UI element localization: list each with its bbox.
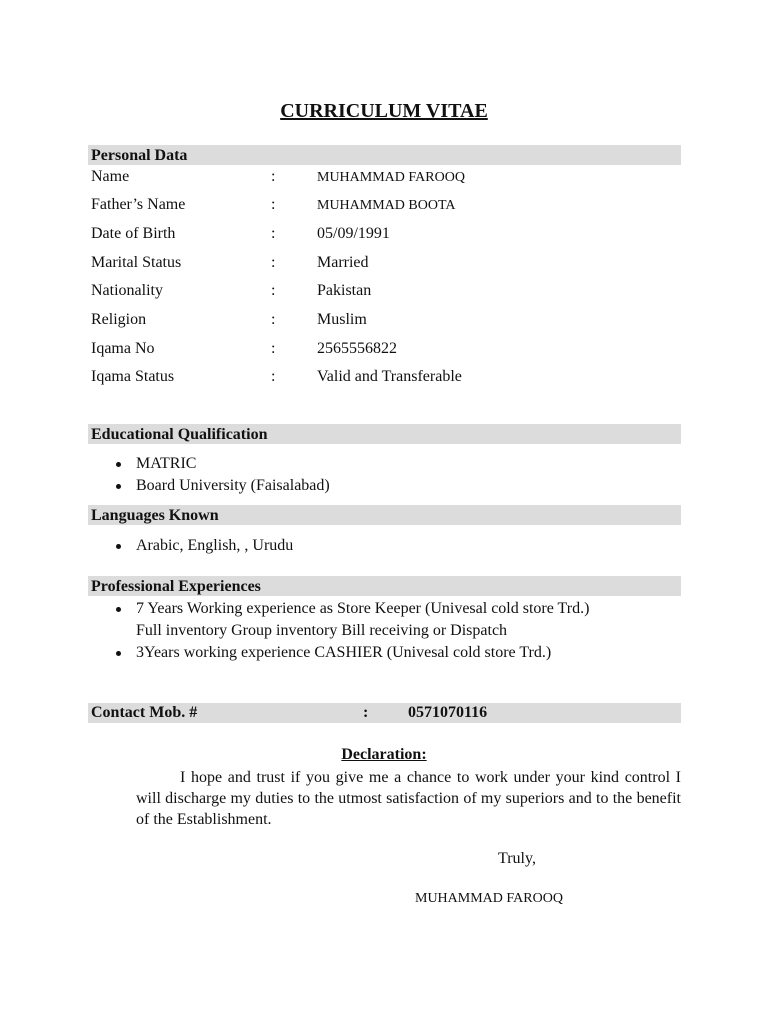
field-value: 2565556822 xyxy=(317,340,397,357)
contact-colon: : xyxy=(363,704,369,721)
contact-label: Contact Mob. # xyxy=(91,704,198,721)
list-item: Arabic, English, , Urudu xyxy=(113,535,293,557)
experience-line: 7 Years Working experience as Store Keeper (Univesal cold store Trd.) xyxy=(136,600,590,617)
field-value: Muslim xyxy=(317,311,367,328)
declaration-text: I hope and trust if you give me a chance to work under your kind control I will discharge my duties to the utmost satisfaction of my superiors and to the benefit of the Establishment. xyxy=(136,769,681,828)
closing-text: Truly, xyxy=(498,850,536,867)
signature-name: MUHAMMAD FAROOQ xyxy=(415,891,563,906)
field-label: Marital Status xyxy=(91,254,182,271)
experience-list xyxy=(113,598,589,664)
field-value: Valid and Transferable xyxy=(317,368,462,385)
section-header-education: Educational Qualification xyxy=(88,424,681,444)
list-item xyxy=(113,642,589,664)
field-colon: : xyxy=(271,311,276,328)
experience-line: 3Years working experience CASHIER (Univesal cold store Trd.) xyxy=(136,644,552,661)
field-value: MUHAMMAD BOOTA xyxy=(317,198,456,213)
field-label: Nationality xyxy=(91,282,163,299)
list-item: Board University (Faisalabad) xyxy=(113,475,330,497)
education-list xyxy=(113,453,330,497)
field-label: Religion xyxy=(91,311,147,328)
languages-list xyxy=(113,535,293,557)
list-item: MATRIC xyxy=(113,453,330,475)
field-colon: : xyxy=(271,340,276,357)
field-colon: : xyxy=(271,168,276,185)
section-header-experience: Professional Experiences xyxy=(88,576,681,596)
field-label: Iqama Status xyxy=(91,368,175,385)
document-title: CURRICULUM VITAE xyxy=(280,100,488,122)
field-colon: : xyxy=(271,282,276,299)
contact-mobile-number: 0571070116 xyxy=(408,704,488,721)
section-header-languages: Languages Known xyxy=(88,505,681,525)
field-label: Father’s Name xyxy=(91,196,186,213)
list-item xyxy=(113,598,589,642)
field-value: Pakistan xyxy=(317,282,372,299)
field-value: 05/09/1991 xyxy=(317,225,390,242)
field-value: Married xyxy=(317,254,369,271)
field-label: Name xyxy=(91,168,130,185)
experience-detail: Full inventory Group inventory Bill receiving or Dispatch xyxy=(136,622,508,639)
field-label: Iqama No xyxy=(91,340,155,357)
section-header-personal-data: Personal Data xyxy=(88,145,681,165)
field-colon: : xyxy=(271,196,276,213)
field-colon: : xyxy=(271,368,276,385)
field-colon: : xyxy=(271,225,276,242)
field-value: MUHAMMAD FAROOQ xyxy=(317,170,465,185)
field-label: Date of Birth xyxy=(91,225,176,242)
field-colon: : xyxy=(271,254,276,271)
declaration-heading: Declaration: xyxy=(341,746,427,763)
